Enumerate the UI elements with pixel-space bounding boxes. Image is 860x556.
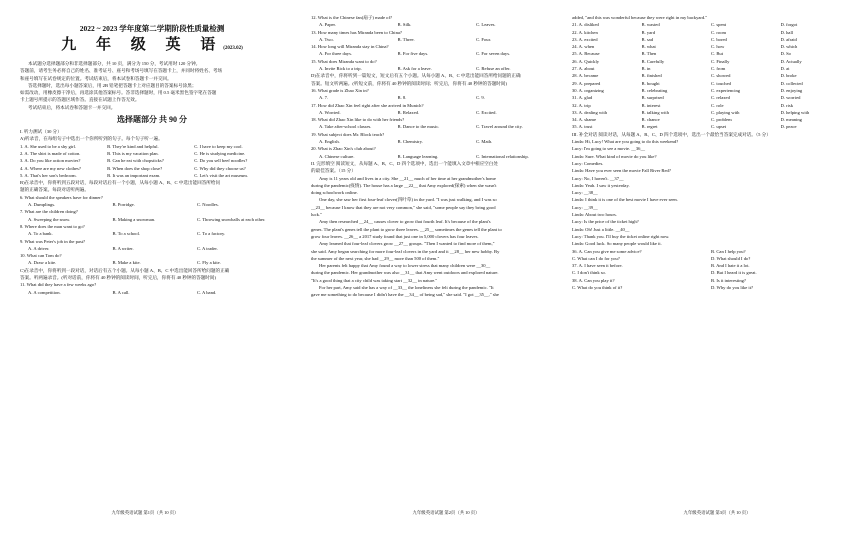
- passage-line: added, "and this was wonderful because they were right in my backyard.": [572, 15, 708, 20]
- option-text: 32. A. trip: [572, 102, 591, 108]
- listening-questions: [311, 14, 557, 72]
- option-text: B. And I hate it a lot.: [711, 263, 750, 269]
- page-footer: 九年级英语试题 第1页（共 10 页）: [111, 510, 179, 515]
- part-intro: II. 完形填空 阅读短文，从每题 A、B、C、D 四个选项中，选出一个能填入文章中相应空白处: [311, 160, 498, 166]
- option-text: B. Make a kite.: [112, 260, 141, 266]
- option-text: B. yard: [641, 29, 656, 35]
- question: 14. How long will Miranda stay in China?: [311, 44, 389, 50]
- option-text: D. hall: [780, 29, 794, 35]
- list-item: [572, 102, 850, 109]
- option-text: 29. A. prepared: [572, 80, 601, 86]
- option-text: A. A competition.: [28, 289, 61, 295]
- intro-line: 考试结束后，将本试卷和答题卡一并交回。: [28, 104, 116, 110]
- option-text: C. A trader.: [196, 245, 218, 251]
- option-text: 35. A. trust: [572, 124, 593, 130]
- option-text: A. A driver.: [28, 245, 50, 251]
- list-item: [572, 94, 850, 101]
- option-text: 3. A. Do you like action movies?: [20, 158, 81, 164]
- options: [311, 138, 557, 145]
- dialogue-line: Lucy: I'm going to see a movie. __36__: [572, 146, 646, 152]
- options: [20, 259, 284, 266]
- intro-line: 和座号填写在试卷规定的位置。考试结束后，将本试卷和答题卡一并交回。: [20, 75, 172, 81]
- option-text: C. But: [711, 51, 723, 57]
- list-item: [20, 172, 284, 179]
- option-text: 4. A. Where are my new clothes?: [20, 165, 81, 171]
- part-a-items: [20, 143, 284, 179]
- dialogue-line: Lucy: __39__: [572, 204, 598, 210]
- option-text: 28. A. became: [572, 73, 599, 79]
- intro-line: 如需改动，用橡皮擦干净后，再选涂其他答案标号。答非选择题时，用 0.5 毫米黑色签字笔在答题: [20, 90, 217, 96]
- dialogue-line: Lucy: No, I haven't. __37__: [572, 175, 624, 181]
- exam-code: (2023.02): [223, 46, 243, 51]
- option-text: B. chance: [641, 117, 660, 123]
- option-text: B. A writer.: [112, 245, 134, 251]
- option-text: B. bought: [641, 80, 660, 86]
- part-intro: B)在录音中，你将听到五段对话，每段对话后有一个小题，从每小题 A、B、C 中选出能回答所给问: [20, 180, 221, 186]
- option-text: B. what: [641, 44, 656, 50]
- option-text: B. Can I help you?: [711, 248, 746, 254]
- list-item: [572, 116, 850, 123]
- list-item: [572, 123, 850, 130]
- passage-line: Amy then researched __24__ causes clover to grow that fourth leaf. It's because of the plant's: [319, 219, 491, 225]
- option-text: A. Two.: [319, 36, 334, 42]
- option-text: C. Noodles.: [196, 202, 219, 208]
- intro-line: 卡上题号所提示的答题区域作答。直接在试题上作答无效。: [20, 97, 140, 103]
- option-text: A. Invite Rick to a trip.: [319, 66, 362, 72]
- option-text: 37. A. I have seen it before.: [572, 263, 623, 269]
- option-text: C. What can I do for you?: [572, 255, 620, 261]
- question: 16. What grade is Zhao Xin in?: [311, 87, 369, 93]
- dialogue: [572, 138, 850, 247]
- option-text: C. Leaves.: [476, 22, 496, 28]
- passage-line: during the pandemic. Her grandmother was also __31__ that Amy went outdoors and explored nature.: [311, 270, 499, 276]
- option-text: B. surprised: [641, 95, 664, 101]
- options: [311, 65, 557, 72]
- option-text: A. English.: [319, 139, 340, 145]
- option-text: A. For three days.: [319, 51, 353, 57]
- passage-line: "It's a good thing that a city child was taking start __32__ in nature.": [311, 277, 438, 283]
- option-text: A. Worried.: [319, 109, 341, 115]
- passage-line: she said. Amy began searching for more four-leaf clovers in the yard and it __28__ her new hobby. By: [311, 248, 500, 254]
- part-intro: 的最佳答案。（15 分）: [311, 168, 356, 174]
- question: 12. What is the Chinese fan(扇子) made of?: [311, 15, 393, 20]
- dialogue-line: Lucy: Is the price of the ticket high?: [572, 219, 639, 225]
- list-item: [572, 87, 850, 94]
- option-text: D. collected: [780, 80, 803, 86]
- option-text: D. helping with: [780, 109, 810, 115]
- options: [311, 50, 557, 57]
- question: 18. What did Zhao Xin like to do with her friends?: [311, 117, 405, 123]
- option-text: B. interest: [641, 102, 661, 108]
- page-footer: 九年级英语试题 第2页（共 10 页）: [412, 510, 480, 515]
- option-text: 22. A. kitchen: [572, 29, 598, 35]
- option-text: A. Chinese culture.: [319, 153, 355, 159]
- options: [20, 216, 284, 223]
- option-text: D. What should I do?: [711, 255, 751, 261]
- option-text: 31. A. glad: [572, 95, 593, 101]
- option-text: 36. A. Can you give me some advice?: [572, 248, 642, 254]
- options: [311, 109, 557, 116]
- options: [311, 36, 557, 43]
- option-text: 1. A. She used to be a shy girl.: [20, 143, 77, 149]
- options: [20, 201, 284, 208]
- option-text: B. When does the shop close?: [107, 165, 163, 171]
- list-item: [572, 262, 850, 269]
- option-text: B. To a school.: [112, 231, 141, 237]
- section-title: 选择题部分 共 90 分: [117, 115, 187, 125]
- option-text: B. Ask for a leave.: [397, 66, 432, 72]
- option-text: C. 9.: [476, 95, 485, 101]
- list-item: [20, 150, 284, 157]
- instructions: [20, 60, 284, 111]
- option-text: 33. A. dealing with: [572, 109, 608, 115]
- option-text: D. enjoying: [780, 87, 803, 93]
- option-text: B. Is it interesting?: [711, 277, 746, 283]
- list-item: [572, 284, 850, 291]
- option-text: D. which: [780, 44, 798, 50]
- question: 9. What was Peter's job in the past?: [20, 238, 86, 244]
- question: 8. Where does the man want to go?: [20, 223, 85, 229]
- option-text: C. relaxed: [711, 95, 730, 101]
- part-b-items: [20, 194, 284, 267]
- option-text: 24. A. when: [572, 44, 595, 50]
- option-text: C. Finally: [711, 58, 730, 64]
- option-text: B. Relaxed.: [397, 109, 420, 115]
- option-text: C. Let's visit the art museum.: [194, 172, 248, 178]
- option-text: 38. A. Can you play it?: [572, 277, 615, 283]
- question: 10. What can Tom do?: [20, 253, 62, 259]
- list-item: [572, 43, 850, 50]
- list-item: [20, 165, 284, 172]
- dialogue-line: Lucy: Comedies.: [572, 160, 604, 166]
- list-item: [572, 58, 850, 65]
- option-text: D. broke: [780, 73, 797, 79]
- option-text: B. Chemistry.: [397, 139, 423, 145]
- list-item: [572, 255, 850, 262]
- passage-line: Her parents felt happy that Amy found a way to lower stress that many children were __30__: [319, 263, 491, 269]
- options: [20, 289, 284, 296]
- dialogue-line: Linda: Have you ever seen the movie Fall River Red?: [572, 168, 671, 174]
- option-text: 2. A. The shirt is made of cotton.: [20, 150, 81, 156]
- option-text: 25. A. Because: [572, 51, 600, 57]
- options: [311, 94, 557, 101]
- option-text: D. worried: [780, 95, 801, 101]
- option-text: D. So: [780, 51, 791, 57]
- option-text: A. 7.: [319, 95, 329, 101]
- options: [20, 245, 284, 252]
- option-text: 30. A. organizing: [572, 87, 604, 93]
- dialogue-line: Linda: Hi, Lucy! What are you going to do this weekend?: [572, 139, 679, 145]
- option-text: B. Language learning.: [397, 153, 439, 159]
- part-intro: 答案。短文听两遍。(听短文前，你将有 40 秒钟的阅读时间；听完后，你将有 40 秒钟的答题时间): [311, 80, 508, 86]
- option-text: D. afraid: [780, 36, 797, 42]
- list-item: [572, 50, 850, 57]
- question: 6. What should the speakers have for dinner?: [20, 194, 103, 200]
- option-text: C. showed: [711, 73, 731, 79]
- part-d-items: [311, 87, 557, 160]
- option-text: B. celebrating: [641, 87, 668, 93]
- option-text: B. Making a snowman.: [112, 216, 156, 222]
- option-text: A. Draw a kite.: [28, 260, 57, 266]
- part-intro: 题的正确答案。每段对话听两遍。: [20, 187, 89, 193]
- passage-line: Amy is 11 years old and lives in a city. She __21__ much of her time at her grandmother's home: [319, 175, 496, 181]
- option-text: A. Dumplings.: [28, 202, 56, 208]
- option-text: B. Carefully: [641, 58, 665, 64]
- option-text: C. problem: [711, 117, 732, 123]
- option-text: B. talking with: [641, 109, 669, 115]
- intro-line: 答选择题时，选出每小题答案后，用 2B 铅笔把答题卡上对应题目的答案标号涂黑；: [28, 82, 197, 88]
- option-text: 34. A. shame: [572, 117, 596, 123]
- passage-line: For her part, Amy said she has a way of __33__ the loneliness she felt during the pandemic. "It: [319, 284, 494, 290]
- option-text: 27. A. about: [572, 66, 595, 72]
- question: 7. What are the children doing?: [20, 209, 78, 215]
- list-item: [572, 29, 850, 36]
- option-text: D. risk: [780, 102, 794, 108]
- option-text: D. peace: [780, 124, 797, 130]
- option-text: 26. A. Quickly: [572, 58, 600, 64]
- option-text: C. A band.: [196, 289, 217, 295]
- option-text: C. Excited.: [476, 109, 497, 115]
- option-text: C. International relationship.: [476, 153, 529, 159]
- options: [311, 153, 557, 160]
- option-text: D. at: [780, 66, 790, 72]
- passage-line: during the pandemic(疫情). The house has a large __22__ that Amy explored(探索) when she wasn't: [311, 182, 497, 188]
- option-text: B. Three.: [397, 36, 415, 42]
- option-text: C. Do you sell beef noodles?: [194, 158, 248, 164]
- dialogue-options: [572, 248, 850, 292]
- option-text: B. regret: [641, 124, 658, 130]
- intro-line: 答题前，请考生务必将自己的姓名、准考证号、座号和考场号填写在答题卡上，并同时将姓名、考场: [20, 68, 223, 74]
- options: [311, 21, 557, 28]
- option-text: C. I have to keep my cool.: [194, 143, 243, 149]
- passage-line: __23__ because I know that they are not very common," she said, "some people say they bring good: [311, 204, 496, 210]
- option-text: C. spent: [711, 22, 727, 28]
- intro-line: 本试题分选择题部分和非选择题部分，共 10 页，满分为 150 分，考试用时 120 分钟。: [28, 61, 201, 66]
- option-text: B. Then: [641, 51, 657, 57]
- option-text: C. He is studying medicine.: [194, 150, 246, 156]
- option-text: A. To a bank.: [28, 231, 53, 237]
- list-item: [572, 277, 850, 284]
- option-text: B. sad: [641, 36, 653, 42]
- cloze-options: [572, 21, 850, 130]
- passage-line: genes. The plant's genes tell the plant to grow three leaves. __25__ sometimes the genes tell the plant to: [311, 226, 502, 232]
- passage-line: grow four leaves. __26__ a 2017 study found that just one in 5,000 clovers has four leaves.: [311, 233, 479, 239]
- list-item: [572, 36, 850, 43]
- passage-line: doing schoolwork online.: [311, 190, 358, 196]
- question: 15. What does Miranda want to do?: [311, 58, 377, 64]
- dialogue-line: Linda: Yeah. I saw it yesterday.: [572, 182, 630, 188]
- question: 17. How did Zhao Xin feel right after she arrived in Munich?: [311, 102, 424, 108]
- option-text: C. Throwing snowballs at each other.: [196, 216, 266, 222]
- option-text: C. Four.: [476, 36, 491, 42]
- question: 20. What is Zhao Xin's club about?: [311, 146, 376, 152]
- part-intro: 答案。听两遍录音。(听对话前，你将有 40 秒钟的阅读时间，听完后，你将有 40 秒钟的答题时间): [20, 275, 217, 281]
- option-text: C. Fly a kite.: [196, 260, 221, 266]
- option-text: D. meaning: [780, 117, 802, 123]
- passage-line: the summer of the next year, she had __29__ more than 500 of them.": [311, 255, 440, 261]
- option-text: 5. A. That's her son's bedroom.: [20, 172, 77, 178]
- part-intro: III. 补全对话 阅读对话，从每题 A、B、C、D 四个选项中，选出一个最恰当答案完成对话。（5 分）: [572, 131, 771, 137]
- option-text: D. Why do you like it?: [711, 284, 754, 290]
- option-text: C. bored: [711, 36, 727, 42]
- option-text: B. 8.: [397, 95, 407, 101]
- dialogue-line: Lucy: Thank you. I'll buy the ticket online right now.: [572, 233, 670, 239]
- subject-title: 九 年 级 英 语(2023.02): [61, 37, 243, 53]
- option-text: B. A call.: [112, 289, 130, 295]
- list-item: [20, 143, 284, 150]
- dialogue-line: Lucy: __38__: [572, 190, 598, 196]
- list-item: [572, 21, 850, 28]
- part-intro: A)听录音，在每组句子中选出一个你所听到的句子。每个句子听一遍。: [20, 136, 163, 142]
- option-text: B. wasted: [641, 22, 660, 28]
- option-text: C. playing with: [711, 109, 740, 115]
- option-text: D. forgot: [780, 22, 798, 28]
- option-text: C. how: [711, 44, 725, 50]
- option-text: C. from: [711, 66, 726, 72]
- option-text: C. I don't think so.: [572, 270, 607, 276]
- passage-line: gave me something to do because I didn't have the __34__ of being sad," she said. "I got __35__," she: [311, 292, 499, 298]
- option-text: A. Take after-school classes.: [319, 124, 372, 130]
- list-item: [572, 109, 850, 116]
- option-text: B. They're kind and helpful.: [107, 143, 159, 149]
- option-text: B. in: [641, 66, 651, 72]
- option-text: D. But I heard it is great.: [711, 270, 757, 276]
- options: [311, 123, 557, 130]
- option-text: B. This is my vacation plan.: [107, 150, 159, 156]
- list-item: [20, 157, 284, 164]
- part-intro: C)在录音中，你将听到一段对话，对话后有五个小题。从每小题 A、B、C 中选出能回答所给问题的正确: [20, 267, 230, 273]
- options: [20, 230, 284, 237]
- option-text: C. To a factory.: [196, 231, 226, 237]
- option-text: C. For seven days.: [476, 51, 511, 57]
- option-text: C. Why did they choose us?: [194, 165, 246, 171]
- option-text: D. Actually: [780, 58, 802, 64]
- option-text: C. room: [711, 29, 727, 35]
- list-item: [572, 80, 850, 87]
- option-text: C. role: [711, 102, 724, 108]
- list-item: [572, 72, 850, 79]
- option-text: A. Paper.: [319, 22, 336, 28]
- option-text: B. For five days.: [397, 51, 429, 57]
- page-footer: 九年级英语试题 第3页（共 10 页）: [683, 510, 751, 515]
- option-text: C. experiencing: [711, 87, 741, 93]
- question: 13. How many times has Miranda been to China?: [311, 29, 402, 35]
- list-item: [572, 248, 850, 255]
- option-text: C. touched: [711, 80, 731, 86]
- passage-line: Amy learned that four-leaf clovers grow __27__ groups. "Then I wanted to find more of them,": [319, 241, 495, 247]
- option-text: B. Can he eat with chopsticks?: [107, 158, 164, 164]
- exam-title: 2022 ~ 2023 学年度第二学期阶段性质量检测: [79, 24, 225, 33]
- option-text: B. Porridge.: [112, 202, 135, 208]
- option-text: B. Dance to the music.: [397, 124, 440, 130]
- list-item: [572, 269, 850, 276]
- option-text: C. What do you think of it?: [572, 284, 623, 290]
- option-text: 21. A. disliked: [572, 22, 599, 28]
- list-item: [572, 65, 850, 72]
- option-text: C. upset: [711, 124, 727, 130]
- option-text: C. Travel around the city.: [476, 124, 523, 130]
- page-3: [568, 0, 858, 556]
- option-text: B. Silk.: [397, 22, 412, 28]
- dialogue-line: Linda: I think it is one of the best movie I have ever seen.: [572, 197, 678, 203]
- question: 19. What subject does Mr. Block teach?: [311, 131, 385, 137]
- option-text: 23. A. excited: [572, 36, 598, 42]
- question: 11. What did they have a few weeks ago?: [20, 282, 97, 288]
- dialogue-line: Linda: Good luck. So many people would like it.: [572, 241, 662, 247]
- cloze-passage: [311, 175, 557, 299]
- part-title: I. 听力测试（30 分）: [20, 129, 62, 135]
- dialogue-line: Linda: Oh! Just a little. __40__: [572, 226, 630, 232]
- passage-line: One day, she saw her first four-leaf clover(四叶草) in the yard. "I was just walking, and I was so: [319, 197, 497, 203]
- option-text: A. Sweeping the snow.: [28, 216, 71, 222]
- page-2: [295, 0, 565, 556]
- option-text: C. Math.: [476, 139, 493, 145]
- passage-line: luck.": [311, 212, 322, 218]
- dialogue-line: Linda: Sure. What kind of movie do you like?: [572, 153, 657, 159]
- option-text: B. finished: [641, 73, 662, 79]
- part-intro: D)在录音中，你将听到一篇短文，短文后有五个小题。从每小题 A、B、C 中选出能回答所给问题的正确: [311, 73, 521, 79]
- option-text: B. It was an important exam.: [107, 172, 161, 178]
- page-1: [0, 0, 290, 556]
- option-text: C. Refuse an offer.: [476, 66, 511, 72]
- dialogue-line: Linda: About two hours.: [572, 212, 617, 218]
